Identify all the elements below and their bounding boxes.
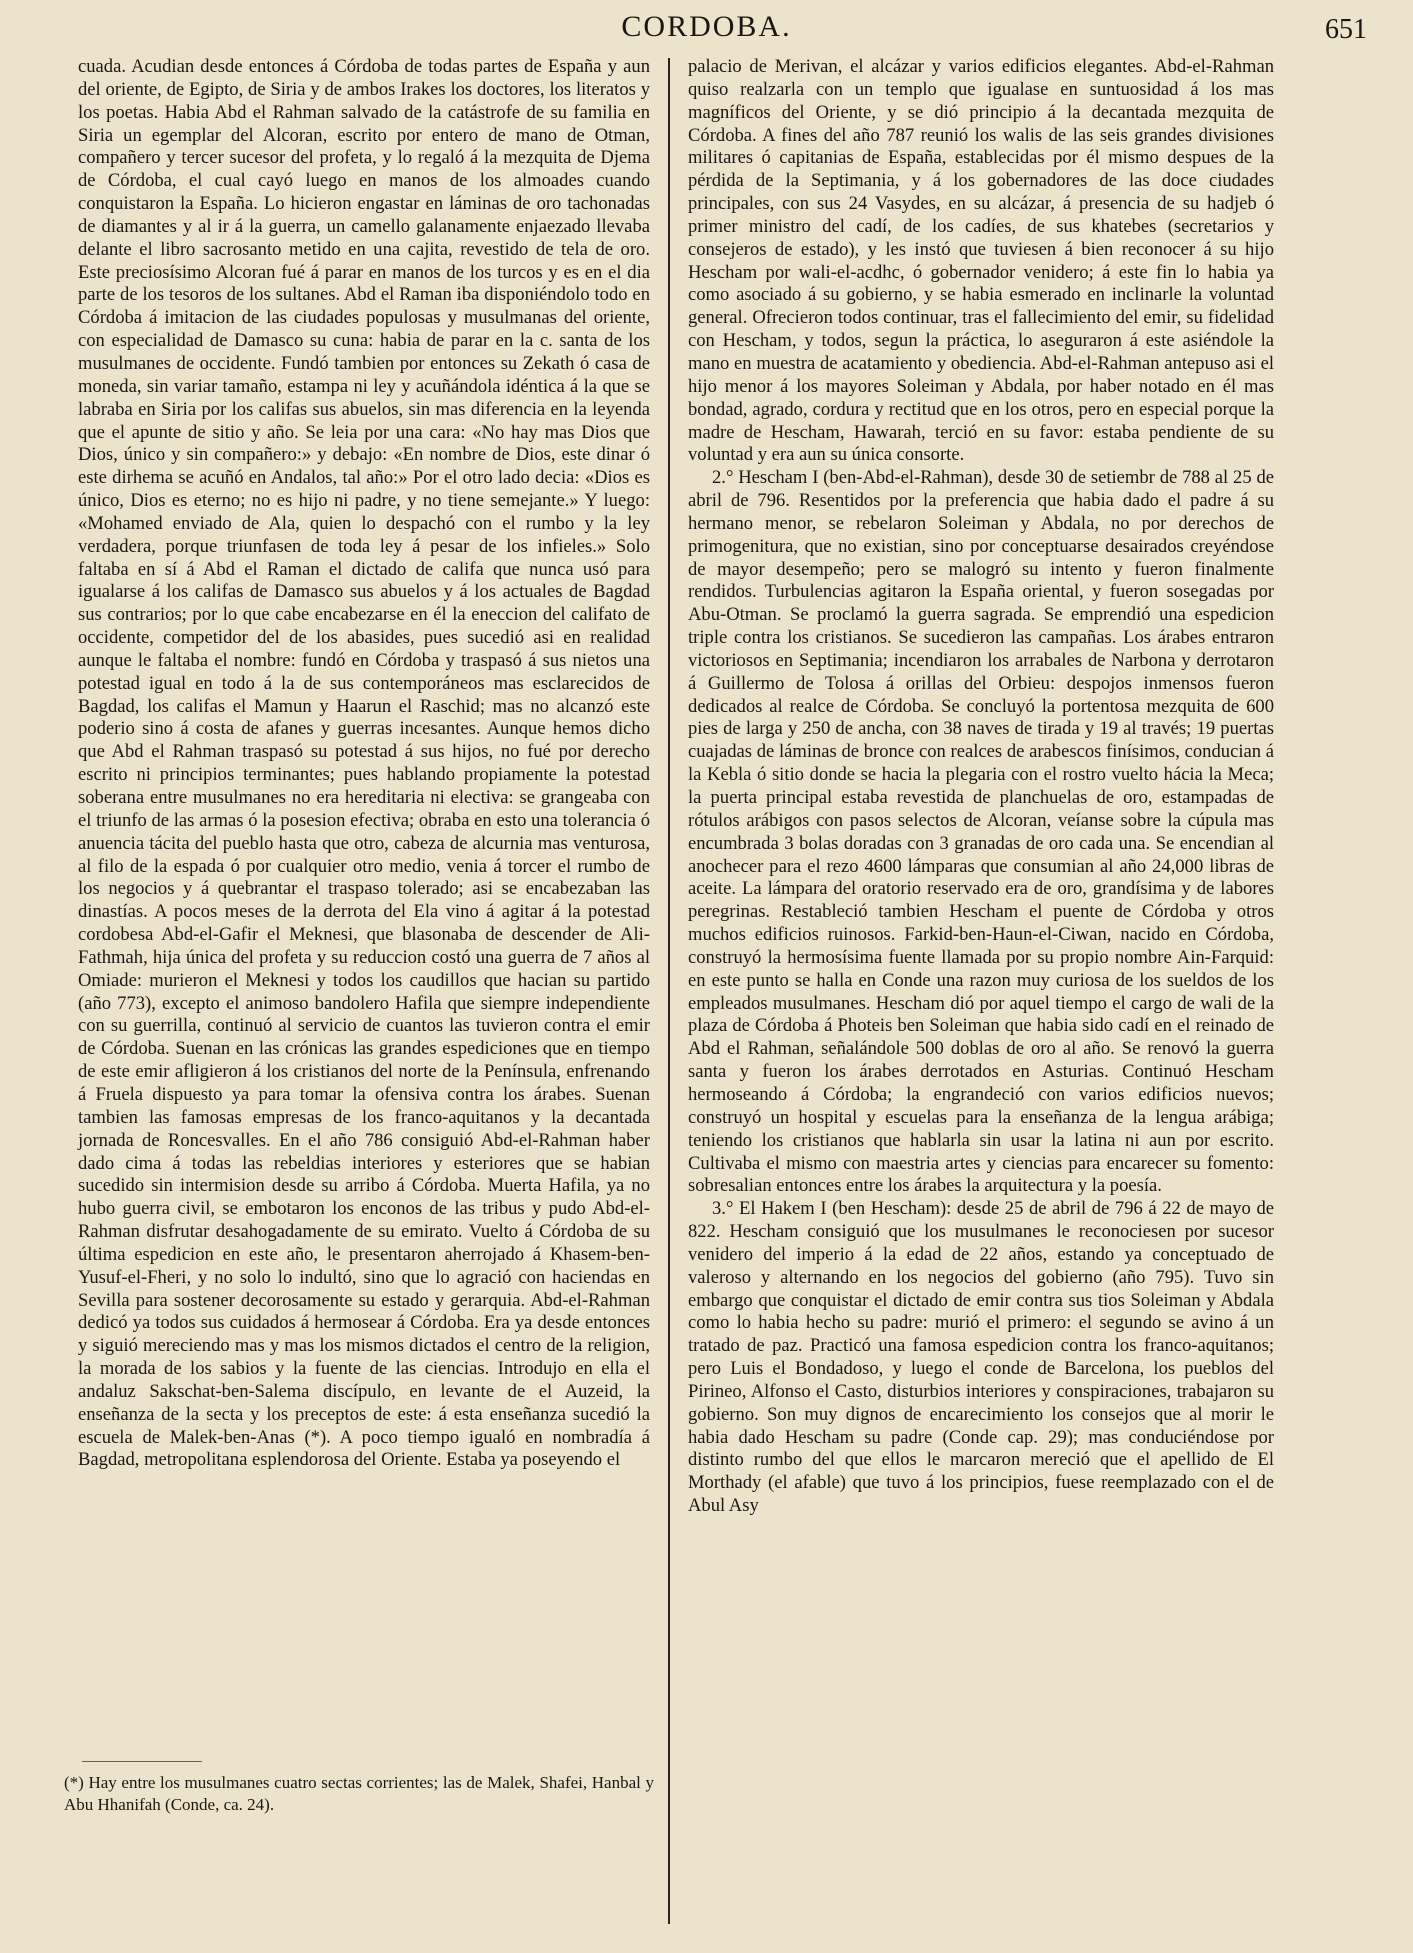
right-column-paragraph: palacio de Merivan, el alcázar y varios edificios elegantes. Abd-el-Rahman quiso realzarla con un templo que igualase en suntuosidad á los mas magníficos del Oriente, y se dió principio á la decantada mezquita de Córdoba. A fines del año 787 reunió los walis de las seis grandes divisiones militares ó capitanias de España, establecidas por él mismo despues de la pérdida de la Septimania, y á los gobernadores de las doce ciudades principales, con sus 24 Vasydes, en su alcázar, á presencia de su hadjeb ó primer ministro del cadí, de los cadíes, de sus khatebes (secretarios y consejeros de estado), y les instó que tuviesen á bien reconocer á su hijo Hescham por wali-el-acdhc, ó gobernador venidero; á este fin lo habia ya como asociado á su gobierno, y se habia esmerado en inclinarle la voluntad general. Ofrecieron todos continuar, tras el fallecimiento del emir, su fidelidad con Hescham, y todos, segun la práctica, lo aseguraron á este asiéndole la mano en muestra de acatamiento y obediencia. Abd-el-Rahman antepuso asi el hijo menor á los mayores Soleiman y Abdala, por haber notado en él mas bondad, agrado, cordura y rectitud que en los otros, pero en especial porque la madre de Hescham, Hawarah, terció en su favor: estaba pendiente de su voluntad y era aun su única consorte. xyxy=(688,56,1274,466)
right-column-paragraph: 3.° El Hakem I (ben Hescham): desde 25 de abril de 796 á 22 de mayo de 822. Hescham consiguió que los musulmanes le reconociesen por sucesor venidero del imperio á la edad de 22 años, estando ya conceptuado de valeroso y alternando en los negocios del gobierno (año 795). Tuvo sin embargo que conquistar el dictado de emir contra sus tios Soleiman y Abdala como lo habia hecho su padre: murió el primero: el segundo se avino á un tratado de paz. Practicó una famosa espedicion contra los franco-aquitanos; pero Luis el Bondadoso, y luego el conde de Barcelona, los pueblos del Pirineo, Alfonso el Casto, disturbios interiores y conspiraciones, trabajaron su gobierno. Son muy dignos de encarecimiento los consejos que al morir le habia dado Hescham su padre (Conde cap. 29); mas conduciéndose por distinto rumbo del que ellos le marcaron mereció que el apellido de El Morthady (el afable) que tuvo á los principios, fuese reemplazado con el de Abul Asy xyxy=(688,1198,1274,1517)
footnote-rule xyxy=(82,1761,202,1762)
left-column-paragraph: cuada. Acudian desde entonces á Córdoba de todas partes de España y aun del oriente, de Egipto, de Siria y de ambos Irakes los doctores, los literatos y los poetas. Habia Abd el Rahman salvado de la catástrofe de su familia en Siria un egemplar del Alcoran, escrito por entero de mano de Otman, compañero y tercer sucesor del profeta, y lo regaló á la mezquita de Djema de Córdoba, el cual cayó luego en manos de los almoades cuando conquistaron la España. Lo hicieron engastar en láminas de oro tachonadas de diamantes y al ir á la guerra, un camello galanamente enjaezado llevaba delante el libro sacrosanto metido en una cajita, revestido de tela de oro. Este preciosísimo Alcoran fué á parar en manos de los turcos y es en el dia parte de los tesoros de los sultanes. Abd el Raman iba disponiéndolo todo en Córdoba á imitacion de las ciudades populosas y musulmanas del oriente, con especialidad de Damasco su cuna: habia de parar en la c. santa de los musulmanes de occidente. Fundó tambien por entonces su Zekath ó casa de moneda, sin variar tamaño, estampa ni ley y acuñándola idéntica á la que se labraba en Siria por los califas sus abuelos, sin mas diferencia en la leyenda que el apunte de sitio y año. Se leia por una cara: «No hay mas Dios que Dios, único y sin compañero:» y debajo: «En nombre de Dios, este dinar ó este dirhema se acuñó en Andalos, tal año:» Por el otro lado decia: «Dios es único, Dios es eterno; no es hijo ni padre, y no tiene semejante.» Y luego: «Mohamed enviado de Ala, quien lo despachó con el rumbo y la ley verdadera, porque triunfasen de toda ley á pesar de los infieles.» Solo faltaba en sí á Abd el Raman el dictado de califa que nunca usó para igualarse á los califas de Damasco sus abuelos y á los actuales de Bagdad sus contrarios; por lo que cabe encabezarse en él la eneccion del califato de occidente, competidor del de los abasides, pues sucedió asi en realidad aunque le faltaba el nombre: fundó en Córdoba y traspasó á sus nietos una potestad igual en todo á la de sus contemporáneos mas esclarecidos de Bagdad, los califas el Mamun y Haarun el Raschid; mas no alcanzó este poderio sino á costa de afanes y guerras incesantes. Aunque hemos dicho que Abd el Rahman traspasó su potestad á sus hijos, no fué por derecho escrito ni principios terminantes; pues hablando propiamente la potestad soberana entre musulmanes no era hereditaria ni electiva: se grangeaba con el triunfo de las armas ó la posesion efectiva; obraba en esto una tolerancia ó anuencia tácita del pueblo hasta que otro, cabeza de alcurnia mas venturosa, al filo de la espada ó por cualquier otro medio, venia á torcer el rumbo de los negocios y á quebrantar el traspaso tolerado; asi se encabezaban las dinastías. A pocos meses de la derrota del Ela vino á agitar á la potestad cordobesa Abd-el-Gafir el Meknesi, que blasonaba de descender de Ali-Fathmah, hija única del profeta y su reduccion costó una guerra de 7 años al Omiade: murieron el Meknesi y todos los caudillos que hacian su partido (año 773), excepto el animoso bandolero Hafila que siempre independiente con su guerrilla, continuó al servicio de cuantos las tuvieron contra el emir de Córdoba. Suenan en las crónicas las grandes espediciones que en tiempo de este emir afligieron á los cristianos del norte de la Península, enfrenando á Fruela dispuesto ya para tomar la ofensiva contra los árabes. Suenan tambien las famosas empresas de los franco-aquitanos y la decantada jornada de Roncesvalles. En el año 786 consiguió Abd-el-Rahman haber dado cima á todas las rebeldias interiores y esteriores que se habian sucedido sin intermision desde su arribo á Córdoba. Muerta Hafila, ya no hubo guerra civil, se embotaron los enconos de las tribus y pudo Abd-el-Rahman disfrutar desahogadamente de su emirato. Vuelto á Córdoba de su última espedicion en este año, le presentaron aherrojado á Khasem-ben-Yusuf-el-Fheri, y no solo lo indultó, sino que lo agració con haciendas en Sevilla para sostener decorosamente su estado y gerarquia. Abd-el-Rahman dedicó ya todos sus cuidados á hermosear á Córdoba. Era ya desde entonces y siguió mereciendo mas y mas los mismos dictados el centro de la religion, la morada de los sabios y la fuente de las ciencias. Introdujo en ella el andaluz Sakschat-ben-Salema discípulo, en levante de el Auzeid, la enseñanza de la secta y los preceptos de este: á esta enseñanza sucedió la escuela de Malek-ben-Anas (*). A poco tiempo igualó en nombradía á Bagdad, metropolitana esplendorosa del Oriente. Estaba ya poseyendo el xyxy=(78,56,650,1471)
running-header-title: CORDOBA. xyxy=(621,10,792,43)
column-divider xyxy=(668,58,670,1924)
right-column xyxy=(688,56,1274,1518)
left-column xyxy=(78,56,650,1472)
footnote: (*) Hay entre los musulmanes cuatro sectas corrientes; las de Malek, Shafei, Hanbal y Abu Hhanifah (Conde, ca. 24). xyxy=(64,1773,654,1814)
right-column-paragraph: 2.° Hescham I (ben-Abd-el-Rahman), desde 30 de setiembr de 788 al 25 de abril de 796. Resentidos por la preferencia que habia dado el padre á su hermano menor, se rebelaron Soleiman y Abdala, no por derechos de primogenitura, que no existian, sino por conceptuarse desairados creyéndose de mayor desempeño; pero se malogró su intento y fueron finalmente rendidos. Turbulencias agitaron la España oriental, y fueron sosegadas por Abu-Otman. Se proclamó la guerra sagrada. Se emprendió una espedicion triple contra los cristianos. Se sucedieron las campañas. Los árabes entraron victoriosos en Septimania; incendiaron los arrabales de Narbona y derrotaron á Guillermo de Tolosa á orillas del Orbieu: despojos inmensos fueron dedicados al realce de Córdoba. Se concluyó la portentosa mezquita de 600 pies de larga y 250 de ancha, con 38 naves de tirada y 19 al través; 19 puertas cuajadas de láminas de bronce con realces de arabescos finísimos, conducian á la Kebla ó sitio donde se hacia la plegaria con el rostro vuelto hácia la Meca; la puerta principal estaba revestida de planchuelas de oro, estampadas de rótulos arábigos con pasos selectos de Alcoran, veíanse sobre la cúpula mas encumbrada 3 bolas doradas con 3 granadas de oro cada una. Se encendian al anochecer para el rezo 4600 lámparas que consumian al año 24,000 libras de aceite. La lámpara del oratorio reservado era de oro, grandísima y de labores peregrinas. Restableció tambien Hescham el puente de Córdoba y otros muchos edificios ruinosos. Farkid-ben-Haun-el-Ciwan, nacido en Córdoba, construyó la hermosísima fuente llamada por su propio nombre Ain-Farquid: en este punto se halla en Conde una razon muy curiosa de los sueldos de los empleados musulmanes. Hescham dió por aquel tiempo el cargo de wali de la plaza de Córdoba á Photeis ben Soleiman que habia sido cadí en el reinado de Abd el Rahman, señalándole 500 doblas de oro al año. Se renovó la guerra santa y fueron los árabes derrotados en Asturias. Continuó Hescham hermoseando á Córdoba; la engrandeció con varios edificios nuevos; construyó un hospital y escuelas para la enseñanza de la lengua arábiga; teniendo los cristianos que hablarla sin usar la latina ni aun por escrito. Cultivaba el mismo con maestria artes y ciencias para encarecer su fomento: sobresalian entonces entre los árabes la arquitectura y la poesía. xyxy=(688,467,1274,1197)
page-number: 651 xyxy=(1325,14,1367,45)
